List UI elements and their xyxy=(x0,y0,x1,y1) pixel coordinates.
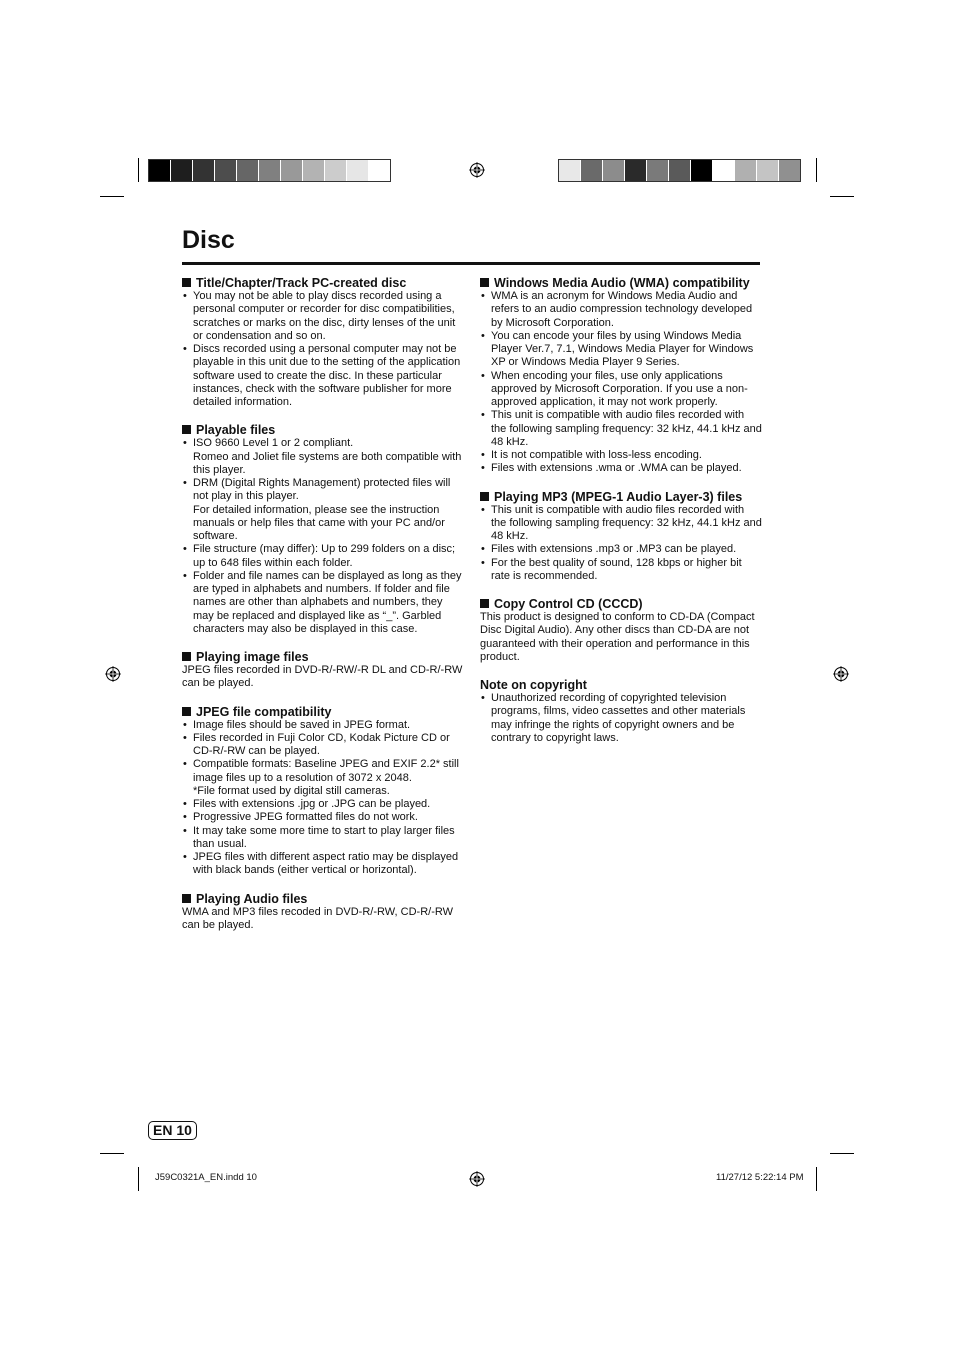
crop-mark xyxy=(138,158,139,182)
list-item xyxy=(182,719,464,732)
color-swatch xyxy=(603,160,625,181)
list-item-text: • This unit is compatible with audio files recorded with the following sampling frequency: 32 kHz, 44.1 kHz and 48 kHz. xyxy=(491,409,762,448)
section xyxy=(182,650,464,691)
color-swatch xyxy=(647,160,669,181)
list-item xyxy=(182,758,464,798)
list-item-text: • This unit is compatible with audio files recorded with the following sampling frequency: 32 kHz, 44.1 kHz and 48 kHz. xyxy=(491,503,762,542)
section xyxy=(182,892,464,933)
list-item xyxy=(182,825,464,852)
square-bullet-icon xyxy=(182,278,191,287)
color-swatch xyxy=(669,160,691,181)
list-item-text: • Discs recorded using a personal computer may not be playable in this unit due to the setting of the application software used to create the disc. In these particular instances, check with the software publisher for more detailed information. xyxy=(193,343,461,408)
section-heading-text: JPEG file compatibility xyxy=(196,704,332,719)
color-swatch xyxy=(713,160,735,181)
list-item-text: • When encoding your files, use only applications approved by Microsoft Corporation. If you use a non-approved application, it may not work properly. xyxy=(491,369,748,408)
crop-mark xyxy=(830,196,854,197)
crop-mark xyxy=(830,1153,854,1154)
section-heading xyxy=(182,650,464,664)
list-item-text: • Folder and file names can be displayed as long as they are typed in alphabets and numbers. If folder and file names are other than alphabets and numbers, they may be replaced and displayed like as “_”. Garbled characters may also be displayed in this case. xyxy=(193,569,462,635)
color-swatch xyxy=(347,160,369,181)
crop-mark xyxy=(100,1153,124,1154)
list-item xyxy=(182,811,464,824)
list-item xyxy=(480,290,762,330)
section-heading xyxy=(480,678,762,692)
list-item-text: Romeo and Joliet file systems are both compatible with this player. xyxy=(193,450,462,476)
list-item xyxy=(480,557,762,584)
section xyxy=(480,490,762,584)
page-number-badge: EN 10 xyxy=(148,1121,197,1140)
section-heading xyxy=(480,490,762,504)
list-item-text: • DRM (Digital Rights Management) protected files will not play in this player. xyxy=(193,477,451,503)
list-item xyxy=(182,732,464,759)
section xyxy=(182,705,464,878)
color-swatch xyxy=(369,160,390,181)
bullet-list xyxy=(182,290,464,409)
list-item-text: • Files with extensions .jpg or .JPG can be played. xyxy=(193,798,431,810)
color-swatch xyxy=(581,160,603,181)
section-heading-text: Playing Audio files xyxy=(196,891,308,906)
section-heading-text: Playing image files xyxy=(196,650,309,664)
list-item xyxy=(182,570,464,636)
section-heading-text: Note on copyright xyxy=(480,678,587,692)
list-item-text: • File structure (may differ): Up to 299 folders on a disc; up to 648 files within each folder. xyxy=(193,543,456,569)
list-item-text: • Unauthorized recording of copyrighted television programs, films, video cassettes and other materials may infringe the rights of copyright owners and be contrary to copyright laws. xyxy=(491,692,746,744)
list-item-text: • You may not be able to play discs recorded using a personal computer or recorder for disc compatibilities, scratches or marks on the disc, dirty lenses of the unit or condensation and so on. xyxy=(193,290,456,342)
list-item-text: • Files recorded in Fuji Color CD, Kodak Picture CD or CD-R/-RW can be played. xyxy=(193,731,450,757)
list-item-text: • It is not compatible with loss-less encoding. xyxy=(491,449,702,461)
list-item-text: • Files with extensions .mp3 or .MP3 can be played. xyxy=(491,543,737,556)
bullet-list xyxy=(480,692,762,745)
list-item xyxy=(182,798,464,811)
list-item xyxy=(182,851,464,878)
square-bullet-icon xyxy=(480,599,489,608)
square-bullet-icon xyxy=(182,652,191,661)
square-bullet-icon xyxy=(480,492,489,501)
crop-mark xyxy=(138,1167,139,1191)
section-paragraph: JPEG files recorded in DVD-R/-RW/-R DL and CD-R/-RW can be played. xyxy=(182,664,463,690)
crop-mark xyxy=(100,196,124,197)
crop-mark xyxy=(816,1167,817,1191)
bullet-list xyxy=(182,437,464,636)
list-item xyxy=(182,343,464,409)
section-heading xyxy=(480,597,762,611)
bullet-list xyxy=(182,719,464,878)
section-paragraph: This product is designed to conform to CD-DA (Compact Disc Digital Audio). Any other discs than CD-DA are not guaranteed with their operation and performance in this product. xyxy=(480,611,755,663)
color-swatch xyxy=(779,160,800,181)
left-column xyxy=(182,276,464,946)
list-item xyxy=(480,409,762,449)
color-swatch xyxy=(259,160,281,181)
list-item-text: • For the best quality of sound, 128 kbps or higher bit rate is recommended. xyxy=(491,556,742,582)
list-item-text: • ISO 9660 Level 1 or 2 compliant. xyxy=(193,437,354,450)
section-heading xyxy=(182,892,464,906)
color-swatch xyxy=(757,160,779,181)
color-calibration-bar-right xyxy=(558,159,801,182)
color-swatch xyxy=(735,160,757,181)
color-swatch xyxy=(303,160,325,181)
bullet-list xyxy=(480,290,762,476)
list-item xyxy=(480,504,762,544)
section-heading-text: Windows Media Audio (WMA) compatibility xyxy=(494,276,750,290)
color-swatch xyxy=(149,160,171,181)
square-bullet-icon xyxy=(480,278,489,287)
page-title: Disc xyxy=(182,226,235,254)
color-swatch xyxy=(281,160,303,181)
color-swatch xyxy=(171,160,193,181)
section-heading xyxy=(480,276,762,290)
list-item xyxy=(480,330,762,370)
list-item-text: • Files with extensions .wma or .WMA can be played. xyxy=(491,462,742,475)
section-heading xyxy=(182,423,464,437)
color-calibration-bar-left xyxy=(148,159,391,182)
list-item xyxy=(480,462,762,475)
registration-mark-icon xyxy=(833,666,849,682)
square-bullet-icon xyxy=(182,707,191,716)
square-bullet-icon xyxy=(182,425,191,434)
section-heading-text: Copy Control CD (CCCD) xyxy=(494,597,643,611)
color-swatch xyxy=(193,160,215,181)
bullet-list xyxy=(480,504,762,584)
list-item-text: • WMA is an acronym for Windows Media Audio and refers to an audio compression technology developed by Microsoft Corporation. xyxy=(491,290,753,329)
list-item xyxy=(182,477,464,543)
section-heading xyxy=(182,705,464,719)
list-item-text: • Progressive JPEG formatted files do not work. xyxy=(193,811,418,824)
section xyxy=(182,276,464,409)
color-swatch xyxy=(215,160,237,181)
list-item xyxy=(480,543,762,556)
list-item xyxy=(480,449,762,462)
footer-timestamp: 11/27/12 5:22:14 PM xyxy=(716,1172,804,1183)
registration-mark-icon xyxy=(105,666,121,682)
section xyxy=(480,678,762,745)
color-swatch xyxy=(237,160,259,181)
list-item-text: *File format used by digital still cameras. xyxy=(193,784,390,797)
list-item-text: • Compatible formats: Baseline JPEG and EXIF 2.2* still image files up to a resolution of 3072 x 2048. xyxy=(193,758,459,784)
color-swatch xyxy=(691,160,713,181)
section xyxy=(182,423,464,636)
section-heading xyxy=(182,276,464,290)
list-item-text: • It may take some more time to start to play larger files than usual. xyxy=(193,824,455,850)
registration-mark-icon xyxy=(469,1171,485,1187)
color-swatch xyxy=(325,160,347,181)
registration-mark-icon xyxy=(469,162,485,178)
list-item xyxy=(480,692,762,745)
section-heading-text: Playing MP3 (MPEG-1 Audio Layer-3) files xyxy=(494,489,743,504)
list-item xyxy=(182,290,464,343)
section xyxy=(480,597,762,664)
section-paragraph: WMA and MP3 files recoded in DVD-R/-RW, CD-R/-RW can be played. xyxy=(182,905,453,931)
title-rule xyxy=(182,262,760,265)
list-item xyxy=(480,370,762,410)
crop-mark xyxy=(816,158,817,182)
list-item-text: For detailed information, please see the instruction manuals or help files that came with your PC and/or software. xyxy=(193,503,445,542)
color-swatch xyxy=(625,160,647,181)
list-item-text: • Image files should be saved in JPEG format. xyxy=(193,718,411,731)
list-item-text: • You can encode your files by using Windows Media Player Ver.7, 7.1, Windows Media Player for Windows XP or Windows Media Player 9 Series. xyxy=(491,329,754,369)
list-item xyxy=(182,543,464,570)
list-item-text: • JPEG files with different aspect ratio may be displayed with black bands (either vertical or horizontal). xyxy=(193,851,459,877)
list-item xyxy=(182,437,464,477)
section-heading-text: Title/Chapter/Track PC-created disc xyxy=(196,276,407,290)
section-heading-text: Playable files xyxy=(196,423,276,438)
section xyxy=(480,276,762,476)
color-swatch xyxy=(559,160,581,181)
right-column xyxy=(480,276,762,759)
footer-filename: J59C0321A_EN.indd 10 xyxy=(155,1172,257,1183)
square-bullet-icon xyxy=(182,894,191,903)
